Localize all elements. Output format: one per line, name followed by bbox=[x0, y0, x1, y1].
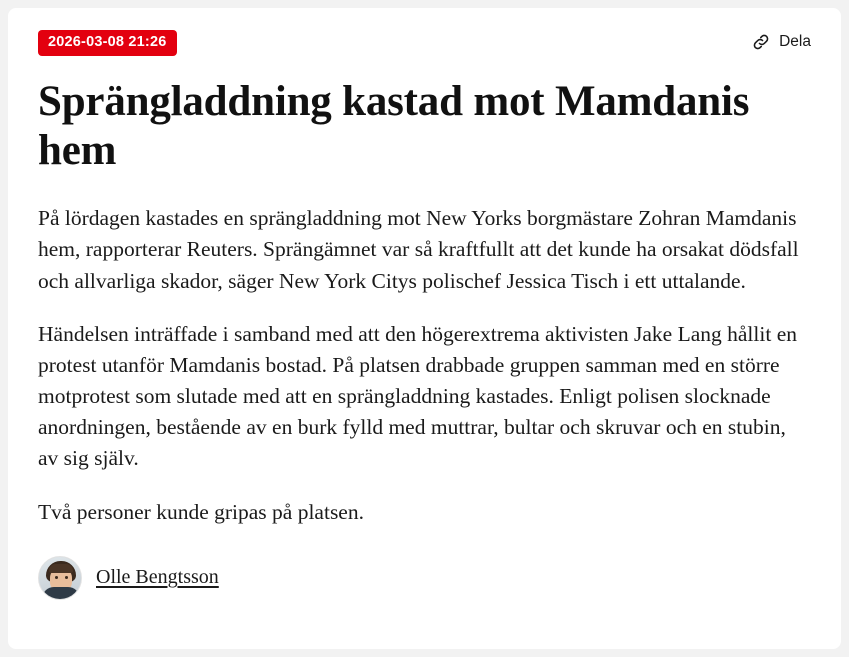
timestamp-badge: 2026-03-08 21:26 bbox=[38, 30, 177, 56]
article-paragraph: Händelsen inträffade i samband med att den högerextrema aktivisten Jake Lang hållit en protest utanför Mamdanis bostad. På platsen drabbade gruppen samman med en större motprotest som slutade med att en sprängladdning kastades. Enligt polisen slocknade anordningen, bestående av en burk fylld med muttrar, bultar och skruvar och en stubin, av sig själv. bbox=[38, 321, 797, 471]
share-label: Dela bbox=[779, 33, 811, 50]
article-paragraph: Två personer kunde gripas på platsen. bbox=[38, 499, 364, 524]
share-button[interactable] bbox=[751, 30, 811, 52]
article-topbar bbox=[38, 30, 811, 58]
avatar bbox=[38, 556, 82, 600]
article-paragraph: På lördagen kastades en sprängladdning mot New Yorks borgmästare Zohran Mamdanis hem, rapporterar Reuters. Sprängämnet var så kraftfullt att det kunde ha orsakat dödsfall och allvarliga skador, säger New York Citys polischef Jessica Tisch i ett uttalande. bbox=[38, 206, 799, 293]
article-card bbox=[8, 8, 841, 649]
byline bbox=[38, 556, 811, 600]
link-icon bbox=[751, 32, 771, 52]
article-inner bbox=[8, 8, 841, 600]
page-title: Sprängladdning kastad mot Mamdanis hem bbox=[38, 78, 750, 174]
author-link[interactable]: Olle Bengtsson bbox=[96, 566, 219, 589]
